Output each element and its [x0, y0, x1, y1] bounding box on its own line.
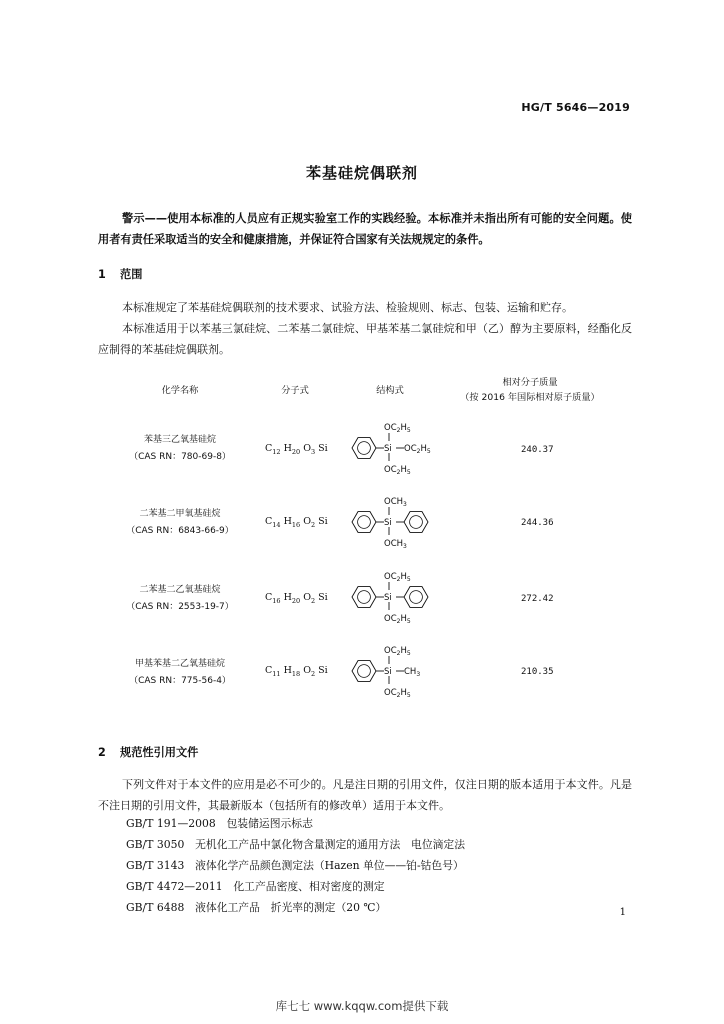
document-title: 苯基硅烷偶联剂 [305, 164, 418, 182]
table-row [110, 656, 250, 690]
reference-item: GB/T 4472—2011 化工产品密度、相对密度的测定 [126, 880, 385, 893]
oc2h5-right: $OC_2H_5$ [404, 444, 431, 455]
download-footer: 库七七 www.kqqw.com提供下载 [275, 999, 449, 1013]
table-header-mw-line2: （按 2016 年国际相对原子质量） [460, 392, 600, 403]
table-header-name: 化学名称 [161, 385, 199, 396]
molecular-formula: $C_{12}$ $H_{20}$ $O_3$ Si [265, 443, 328, 456]
section-2-number: 2 [98, 746, 106, 759]
si-label: Si [384, 444, 392, 454]
page-number: 1 [619, 907, 626, 918]
svg-text:Si: Si [384, 667, 392, 677]
molecular-formula: $C_{16}$ $H_{20}$ $O_2$ Si [265, 592, 328, 605]
benzene-ring [352, 661, 376, 682]
benzene-ring [404, 512, 428, 533]
standard-number: HG/T 5646—2019 [521, 101, 630, 114]
section-1-number: 1 [98, 268, 106, 281]
molecular-weight: 272.42 [521, 594, 554, 604]
molecular-weight: 244.36 [521, 518, 554, 528]
table-row [110, 432, 250, 466]
benzene-ring [352, 438, 376, 459]
table-row [110, 582, 250, 616]
och3-top: $OCH_3$ [384, 497, 407, 508]
compound-name: 苯基三乙氧基硅烷 [143, 435, 216, 445]
section-1-title: 范围 [120, 268, 143, 281]
table-header-mw-line1: 相对分子质量 [502, 377, 558, 388]
molecular-formula: $C_{14}$ $H_{16}$ $O_2$ Si [265, 516, 328, 529]
molecular-weight: 210.35 [521, 667, 554, 677]
cas-number: （CAS RN：780-69-8） [129, 452, 231, 462]
benzene-ring [404, 587, 428, 608]
cas-number: （CAS RN：6843-66-9） [126, 526, 234, 536]
warning-paragraph: 警示——使用本标准的人员应有正规实验室工作的实践经验。本标准并未指出所有可能的安全问题。使用者有责任采取适当的安全和健康措施，并保证符合国家有关法规规定的条件。 [98, 212, 632, 246]
structure-diagram [340, 567, 450, 627]
structure-diagram [340, 641, 450, 701]
structure-diagram [340, 492, 450, 552]
reference-item: GB/T 3143 液体化学产品颜色测定法（Hazen 单位——铂-钴色号） [126, 859, 464, 872]
molecular-formula: $C_{11}$ $H_{18}$ $O_2$ Si [265, 665, 328, 678]
compound-name: 二苯基二乙氧基硅烷 [139, 585, 221, 595]
reference-item: GB/T 6488 液体化工产品 折光率的测定（20 ℃） [126, 901, 387, 914]
svg-text:OC2H5: $OC_2H_5$ [384, 572, 411, 583]
benzene-ring [352, 512, 376, 533]
section-2-para-1: 下列文件对于本文件的应用是必不可少的。凡是注日期的引用文件，仅注日期的版本适用于本文件。凡是不注日期的引用文件，其最新版本（包括所有的修改单）适用于本文件。 [98, 778, 632, 812]
molecular-weight: 240.37 [521, 445, 554, 455]
table-row [110, 506, 250, 540]
svg-text:OC2H5: $OC_2H_5$ [384, 646, 411, 657]
section-1-para-2: 本标准适用于以苯基三氯硅烷、二苯基二氯硅烷、甲基苯基二氯硅烷和甲（乙）醇为主要原料，经酯化反应制得的苯基硅烷偶联剂。 [98, 322, 632, 356]
svg-text:OC2H5: $OC_2H_5$ [384, 688, 411, 699]
structure-diagram [340, 418, 450, 478]
section-1-heading [98, 266, 142, 282]
section-2-title: 规范性引用文件 [120, 746, 199, 759]
compound-name: 二苯基二甲氧基硅烷 [139, 509, 221, 519]
svg-text:OC2H5: $OC_2H_5$ [384, 614, 411, 625]
oc2h5-bottom: $OC_2H_5$ [384, 465, 411, 476]
svg-text:Si: Si [384, 593, 392, 603]
compound-name: 甲基苯基二乙氧基硅烷 [134, 659, 225, 669]
benzene-ring [352, 587, 376, 608]
table-header-formula: 分子式 [281, 385, 309, 396]
reference-item: GB/T 191—2008 包装储运图示标志 [126, 817, 313, 830]
reference-item: GB/T 3050 无机化工产品中氯化物含量测定的通用方法 电位滴定法 [126, 838, 466, 851]
section-2-heading [98, 744, 198, 760]
table-header-structure: 结构式 [376, 385, 404, 396]
section-1-para-1: 本标准规定了苯基硅烷偶联剂的技术要求、试验方法、检验规则、标志、包装、运输和贮存。 [122, 301, 573, 314]
oc2h5-top: $OC_2H_5$ [384, 423, 411, 434]
och3-bottom: $OCH_3$ [384, 539, 407, 550]
ch3-right: $CH_3$ [404, 667, 421, 678]
cas-number: （CAS RN：2553-19-7） [126, 602, 234, 612]
svg-text:Si: Si [384, 518, 392, 528]
cas-number: （CAS RN：775-56-4） [129, 676, 231, 686]
